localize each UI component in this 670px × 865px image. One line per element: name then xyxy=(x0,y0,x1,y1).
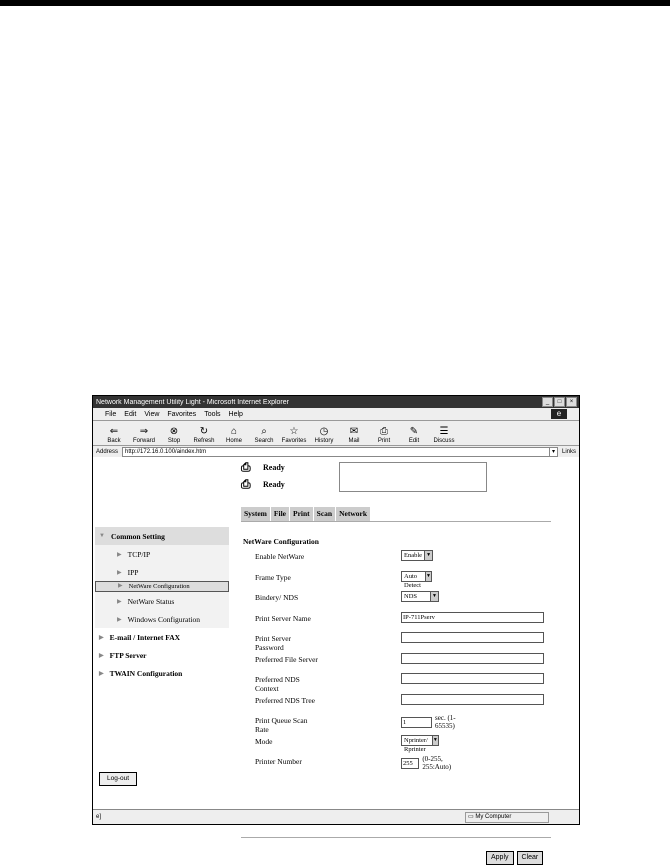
refresh-icon: ↻ xyxy=(199,426,209,437)
triangle-down-icon: ▼ xyxy=(99,533,105,539)
preferred-nds-context-input[interactable] xyxy=(401,673,544,684)
menu-edit[interactable]: Edit xyxy=(124,410,137,418)
toolbar-back-button[interactable] xyxy=(99,426,129,445)
form-divider xyxy=(241,837,551,838)
sidebar-item-netware-status[interactable] xyxy=(95,592,229,610)
links-button[interactable]: Links xyxy=(561,448,576,455)
chevron-down-icon: ▼ xyxy=(430,592,438,601)
tab-bar xyxy=(241,507,371,521)
sidebar-item-label: TWAIN Configuration xyxy=(109,668,183,678)
home-icon: ⌂ xyxy=(230,426,238,437)
window-title: Network Management Utility Light - Microsoft Internet Explorer xyxy=(96,398,289,406)
triangle-right-icon: ▶ xyxy=(117,551,122,558)
toolbar-label: Print xyxy=(377,438,391,444)
form-title: NetWare Configuration xyxy=(243,537,319,546)
row-preferred-file-server xyxy=(243,653,319,674)
sidebar-item-label: TCP/IP xyxy=(127,549,151,559)
mail-icon: ✉ xyxy=(349,426,359,437)
row-print-queue-scan-rate xyxy=(243,714,456,735)
row-enable-netware xyxy=(243,550,432,571)
sidebar-item-ipp[interactable] xyxy=(95,563,229,581)
sidebar-item-label: Windows Configuration xyxy=(127,614,201,624)
sidebar xyxy=(95,527,229,682)
sidebar-item-email-fax[interactable] xyxy=(95,628,229,646)
edit-icon: ✎ xyxy=(409,426,419,437)
toolbar-label: History xyxy=(314,438,334,444)
select-value: NDS xyxy=(404,593,418,600)
toolbar-label: Favorites xyxy=(281,438,307,444)
sidebar-item-label: NetWare Configuration xyxy=(128,583,190,590)
tab-scan[interactable]: Scan xyxy=(314,507,336,521)
maximize-button[interactable]: □ xyxy=(554,397,565,407)
stop-icon: ⊗ xyxy=(169,426,179,437)
favorites-icon: ☆ xyxy=(289,426,299,437)
forward-arrow-icon: ⇒ xyxy=(139,426,149,437)
sidebar-item-common-setting[interactable] xyxy=(95,527,229,545)
toolbar-label: Mail xyxy=(348,438,360,444)
chevron-down-icon: ▼ xyxy=(426,573,431,579)
toolbar-label: Back xyxy=(107,438,121,444)
chevron-down-icon[interactable]: ▾ xyxy=(549,448,557,456)
sidebar-item-ftp-server[interactable] xyxy=(95,646,229,664)
tab-print[interactable]: Print xyxy=(290,507,314,521)
printer-icon: ⎙ xyxy=(241,460,251,474)
ie-logo-icon: e xyxy=(551,409,567,419)
row-print-server-password xyxy=(243,632,319,653)
zone-indicator xyxy=(465,812,549,823)
menu-help[interactable]: Help xyxy=(228,410,243,418)
enable-netware-select[interactable] xyxy=(401,550,433,561)
toolbar-label: Search xyxy=(254,438,274,444)
form-buttons xyxy=(486,851,543,865)
device-status xyxy=(241,459,285,493)
preferred-file-server-label: Preferred File Server xyxy=(255,654,318,664)
row-bindery-nds xyxy=(243,591,437,612)
row-preferred-nds-tree xyxy=(243,694,319,715)
zone-label: My Computer xyxy=(475,814,512,820)
enable-netware-label: Enable NetWare xyxy=(255,552,305,561)
sidebar-item-windows-configuration[interactable] xyxy=(95,610,229,628)
toolbar-search-button[interactable] xyxy=(249,426,279,445)
preferred-nds-context-label: Preferred NDS Context xyxy=(255,675,300,693)
toolbar-stop-button[interactable] xyxy=(159,426,189,445)
scanner-icon: ⎙ xyxy=(241,477,251,491)
menu-tools[interactable]: Tools xyxy=(204,410,221,418)
row-print-server-name xyxy=(243,612,435,633)
scan-rate-hint: sec. (1-65535) xyxy=(435,714,456,730)
tab-network[interactable]: Network xyxy=(336,507,371,521)
print-server-password-input[interactable] xyxy=(401,632,544,643)
menu-favorites[interactable]: Favorites xyxy=(167,410,197,418)
row-mode xyxy=(243,735,438,756)
clear-button[interactable]: Clear xyxy=(517,851,544,865)
toolbar-label: Discuss xyxy=(433,438,455,444)
toolbar-home-button[interactable] xyxy=(219,426,249,445)
triangle-right-icon: ▶ xyxy=(99,634,104,641)
toolbar-discuss-button[interactable] xyxy=(429,426,459,445)
computer-icon: ▭ xyxy=(468,814,476,820)
sidebar-item-label: Common Setting xyxy=(110,531,165,541)
scanner-status-text: Ready xyxy=(263,480,285,489)
row-printer-number xyxy=(243,755,452,776)
print-queue-scan-rate-input[interactable]: 1 xyxy=(401,717,432,728)
triangle-right-icon: ▶ xyxy=(99,670,104,677)
print-queue-scan-rate-label: Print Queue Scan Rate xyxy=(255,716,308,734)
tab-system[interactable]: System xyxy=(241,507,271,521)
toolbar-print-button[interactable] xyxy=(369,426,399,445)
sidebar-item-label: FTP Server xyxy=(109,650,147,660)
toolbar-label: Forward xyxy=(132,438,155,444)
menu-view[interactable]: View xyxy=(144,410,160,418)
toolbar-label: Refresh xyxy=(193,438,215,444)
address-url: http://172.16.0.100/aindex.htm xyxy=(125,448,207,455)
sidebar-item-label: E-mail / Internet FAX xyxy=(109,632,181,642)
preferred-nds-tree-input[interactable] xyxy=(401,694,544,705)
netware-form xyxy=(243,537,456,776)
toolbar-refresh-button[interactable] xyxy=(189,426,219,445)
search-icon: ⌕ xyxy=(261,426,267,437)
printer-number-label: Printer Number xyxy=(255,757,302,766)
mode-label: Mode xyxy=(255,736,273,746)
printer-status-text: Ready xyxy=(263,463,285,472)
toolbar-forward-button[interactable] xyxy=(129,426,159,445)
discuss-icon: ☰ xyxy=(439,426,449,437)
scanner-status xyxy=(241,476,285,493)
status-bar xyxy=(93,809,579,824)
select-value: Enable xyxy=(404,552,423,559)
apply-button[interactable]: Apply xyxy=(486,851,514,865)
address-input[interactable] xyxy=(122,447,558,457)
triangle-right-icon: ▶ xyxy=(118,583,123,589)
printer-number-input[interactable]: 255 xyxy=(401,758,419,769)
minimize-button[interactable]: _ xyxy=(542,397,553,407)
menu-file[interactable]: File xyxy=(105,410,117,418)
toolbar-label: Edit xyxy=(408,438,420,444)
select-value: Nprinter/ Rprinter xyxy=(404,736,428,753)
logout-button[interactable]: Log-out xyxy=(99,772,137,786)
bindery-nds-label: Bindery/ NDS xyxy=(255,593,299,602)
select-value: Auto Detect xyxy=(404,572,421,589)
row-preferred-nds-context xyxy=(243,673,319,694)
preferred-nds-tree-label: Preferred NDS Tree xyxy=(255,695,315,705)
triangle-right-icon: ▶ xyxy=(117,616,122,623)
menu-bar xyxy=(93,408,579,421)
triangle-right-icon: ▶ xyxy=(99,652,104,659)
close-button[interactable]: × xyxy=(566,397,577,407)
row-frame-type xyxy=(243,571,431,592)
preferred-file-server-input[interactable] xyxy=(401,653,544,664)
toolbar-edit-button[interactable] xyxy=(399,426,429,445)
tab-file[interactable]: File xyxy=(271,507,290,521)
toolbar-favorites-button[interactable] xyxy=(279,426,309,445)
print-icon: ⎙ xyxy=(380,426,388,437)
toolbar-history-button[interactable] xyxy=(309,426,339,445)
printer-status xyxy=(241,459,285,476)
sidebar-item-tcpip[interactable] xyxy=(95,545,229,563)
print-server-password-label: Print Server Password xyxy=(255,634,292,652)
tab-divider xyxy=(241,521,551,522)
sidebar-item-label: NetWare Status xyxy=(127,596,175,606)
bindery-nds-select[interactable] xyxy=(401,591,439,602)
toolbar-label: Home xyxy=(225,438,242,444)
title-bar xyxy=(93,396,579,408)
frame-type-label: Frame Type xyxy=(255,572,291,582)
sidebar-item-label: IPP xyxy=(127,567,139,577)
toolbar-mail-button[interactable] xyxy=(339,426,369,445)
toolbar xyxy=(93,421,579,446)
print-server-name-input[interactable]: IP-711Pserv xyxy=(401,612,544,623)
triangle-right-icon: ▶ xyxy=(117,569,122,576)
chevron-down-icon: ▼ xyxy=(432,737,438,743)
triangle-right-icon: ▶ xyxy=(117,598,122,605)
toolbar-label: Stop xyxy=(167,438,181,444)
printer-number-hint: (0-255, 255:Auto) xyxy=(422,755,452,771)
message-box xyxy=(339,462,487,492)
sidebar-item-twain-configuration[interactable] xyxy=(95,664,229,682)
status-left: e] xyxy=(96,814,102,820)
mode-select[interactable] xyxy=(401,735,439,753)
history-icon: ◷ xyxy=(319,426,329,437)
back-arrow-icon: ⇐ xyxy=(109,426,119,437)
print-server-name-label: Print Server Name xyxy=(255,613,311,623)
frame-type-select[interactable] xyxy=(401,571,432,589)
sidebar-item-netware-configuration[interactable] xyxy=(95,581,229,592)
page-top-rule xyxy=(0,0,670,6)
address-label: Address xyxy=(96,448,119,455)
chevron-down-icon: ▼ xyxy=(424,551,432,560)
browser-window xyxy=(92,395,580,861)
